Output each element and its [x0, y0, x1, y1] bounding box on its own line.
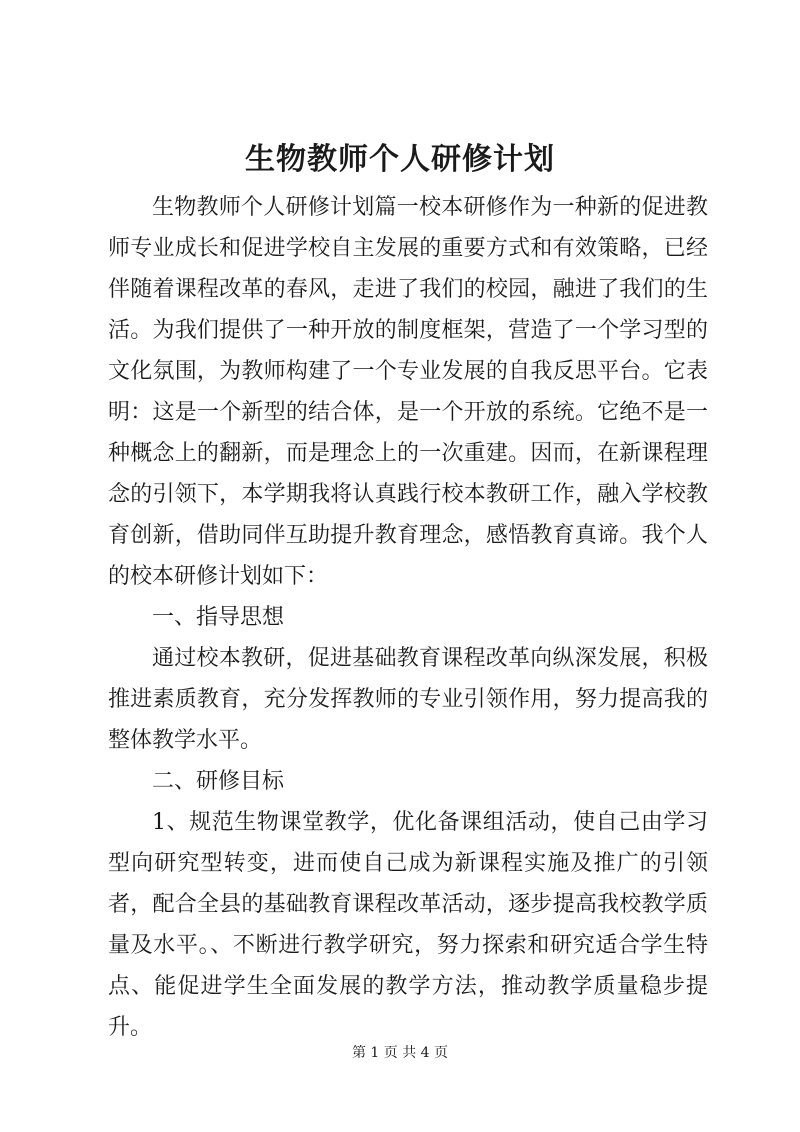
intro-paragraph: 生物教师个人研修计划篇一校本研修作为一种新的促进教师专业成长和促进学校自主发展的重要方式和有效策略，已经伴随着课程改革的春风，走进了我们的校园，融进了我们的生活。为我们提供了一种开放的制度框架，营造了一个学习型的文化氛围，为教师构建了一个专业发展的自我反思平台。它表明：这是一个新型的结合体，是一个开放的系统。它绝不是一种概念上的翻新，而是理念上的一次重建。因而，在新课程理念的引领下，本学期我将认真践行校本教研工作，融入学校教育创新，借助同伴互助提升教育理念，感悟教育真谛。我个人的校本研修计划如下：	[108, 195, 708, 589]
research-goals-paragraph: 1、规范生物课堂教学，优化备课组活动，使自己由学习型向研究型转变，进而使自己成为新课程实施及推广的引领者，配合全县的基础教育课程改革活动，逐步提高我校教学质量及水平。、不断进行教学研究，努力探索和研究适合学生特点、能促进学生全面发展的教学方法，推动教学质量稳步提升。	[108, 810, 708, 1040]
page-number-footer: 第 1 页 共 4 页	[351, 1045, 449, 1061]
document-body	[108, 187, 708, 1048]
section-heading-guiding-ideology: 一、指导思想	[152, 605, 285, 630]
document-title: 生物教师个人研修计划	[245, 142, 555, 177]
section-heading-research-goals: 二、研修目标	[152, 769, 285, 794]
guiding-ideology-paragraph: 通过校本教研，促进基础教育课程改革向纵深发展，积极推进素质教育，充分发挥教师的专业引领作用，努力提高我的整体教学水平。	[108, 646, 708, 753]
